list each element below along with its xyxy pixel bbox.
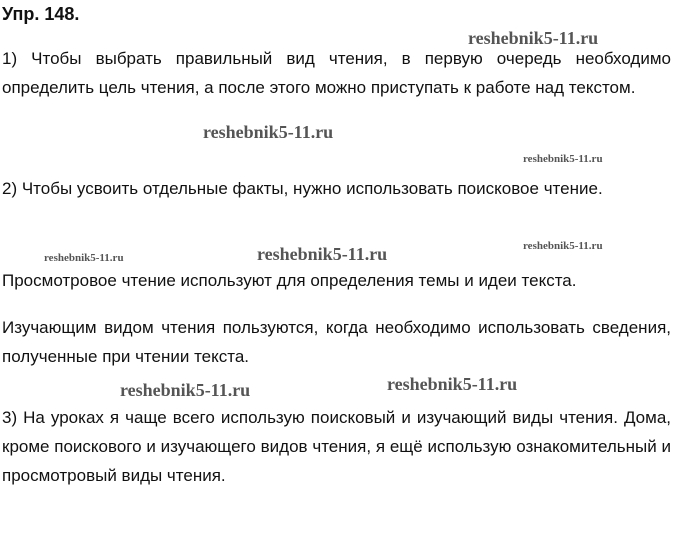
paragraph-4: Изучающим видом чтения пользуются, когда необходимо использовать сведения, полученные при чтении текста. [2,318,671,366]
watermark: reshebnik5-11.ru [468,28,599,48]
watermark: reshebnik5-11.ru [387,374,518,394]
watermark: reshebnik5-11.ru [523,240,603,252]
paragraph-5: 3) На уроках я чаще всего использую поисковый и изучающий виды чтения. Дома, кроме поискового и изучающего видов чтения, я ещё использую ознакомительный и просмотровый виды чтения. [2,408,671,485]
watermark: reshebnik5-11.ru [523,153,603,165]
paragraph-1: 1) Чтобы выбрать правильный вид чтения, в первую очередь необходимо определить цель чтения, а после этого можно приступать к работе над текстом. [2,49,671,97]
paragraph-3: Просмотровое чтение используют для определения темы и идеи текста. [2,271,577,290]
watermark: reshebnik5-11.ru [44,252,124,264]
watermark: reshebnik5-11.ru [203,122,334,142]
paragraph-2: 2) Чтобы усвоить отдельные факты, нужно использовать поисковое чтение. [2,179,603,198]
watermark: reshebnik5-11.ru [120,380,251,400]
exercise-title: Упр. 148. [2,4,80,24]
watermark: reshebnik5-11.ru [257,244,388,264]
